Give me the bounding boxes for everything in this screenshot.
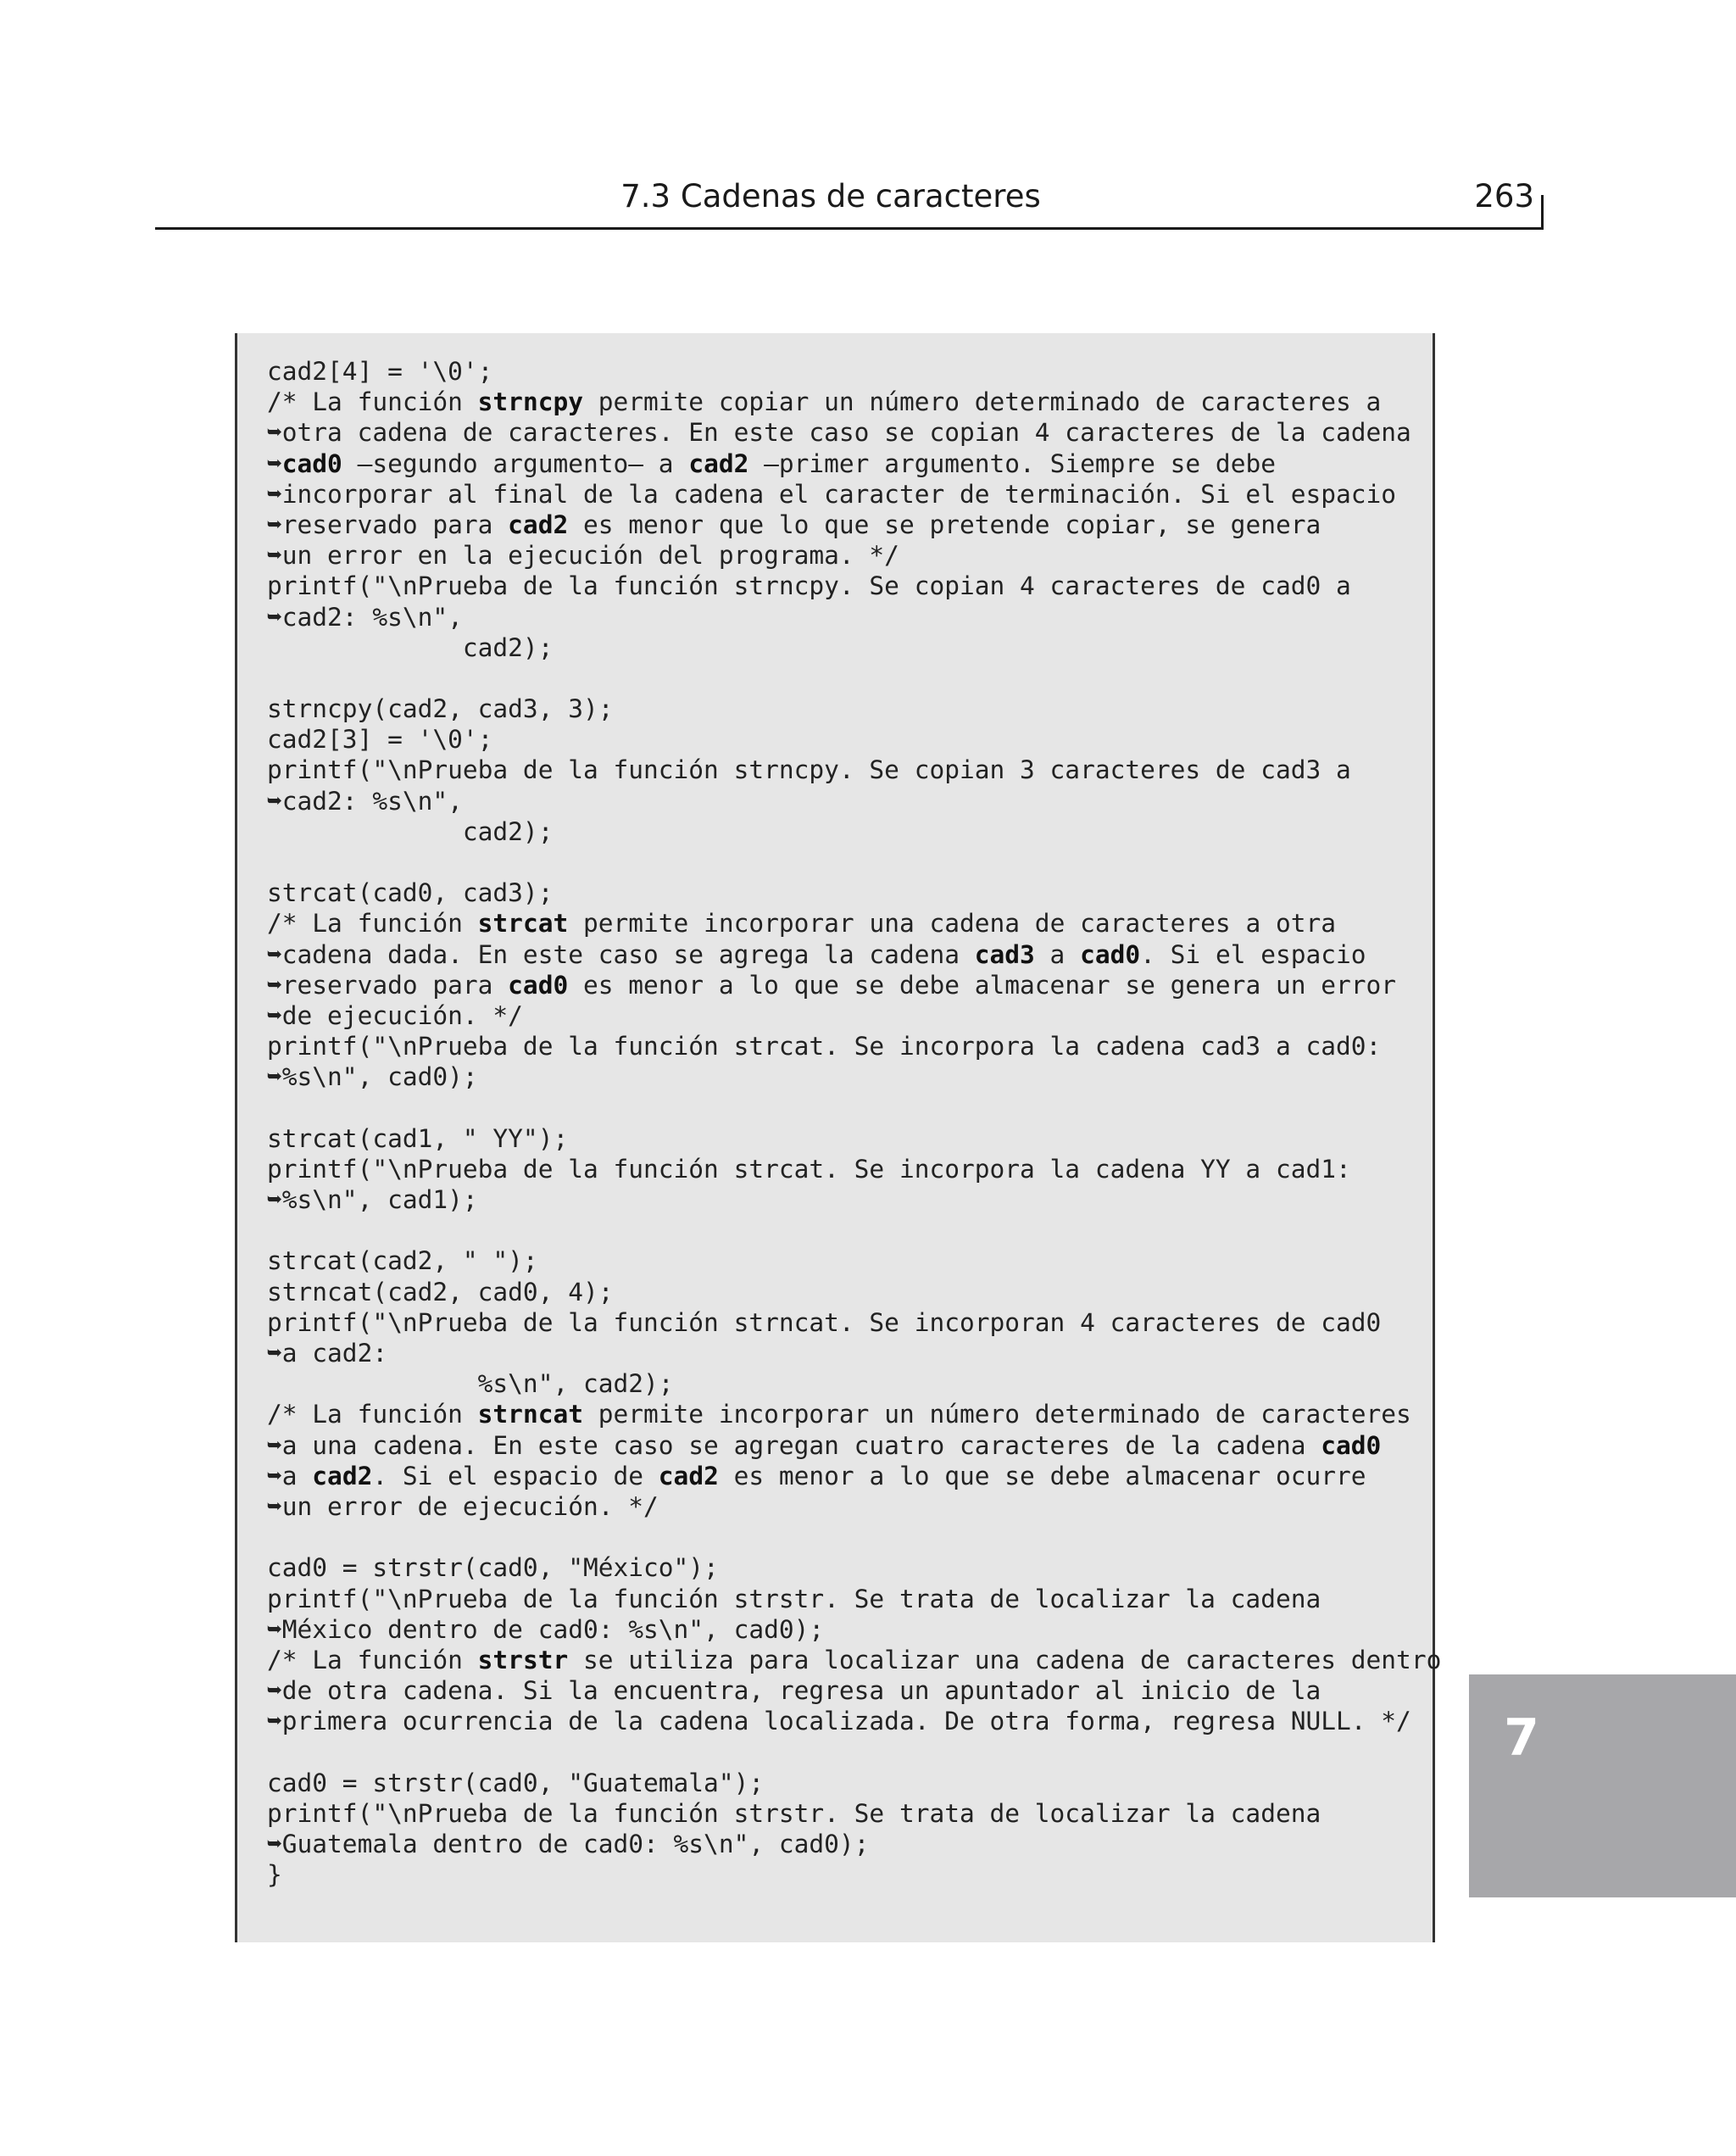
code-text: printf("\nPrueba de la función strncpy. Se copian 4 caracteres de cad0 a xyxy=(267,571,1351,601)
code-line xyxy=(267,694,1428,724)
code-text: ➥otra cadena de caracteres. En este caso se copian 4 caracteres de la cadena xyxy=(267,418,1411,448)
code-text: ➥incorporar al final de la cadena el caracter de terminación. Si el espacio xyxy=(267,479,1397,509)
code-line xyxy=(267,448,1428,479)
code-line xyxy=(267,755,1428,785)
code-keyword: cad2 xyxy=(688,448,749,478)
code-line xyxy=(267,1061,1428,1092)
code-line xyxy=(267,1245,1428,1276)
code-keyword: cad3 xyxy=(974,939,1035,969)
code-line xyxy=(267,1368,1428,1399)
code-text: printf("\nPrueba de la función strstr. Se trata de localizar la cadena xyxy=(267,1584,1321,1613)
code-keyword: cad2 xyxy=(658,1461,719,1490)
code-line xyxy=(267,1552,1428,1583)
code-line xyxy=(267,632,1428,663)
code-text: ➥reservado para xyxy=(267,970,509,1000)
code-line xyxy=(267,1614,1428,1645)
code-keyword: cad0 xyxy=(1080,939,1141,969)
code-line xyxy=(267,1798,1428,1829)
code-text: printf("\nPrueba de la función strncat. Se incorporan 4 caracteres de cad0 xyxy=(267,1307,1382,1337)
code-text: ➥reservado para xyxy=(267,510,509,539)
code-text: /* La función xyxy=(267,387,478,417)
code-line xyxy=(267,1307,1428,1338)
code-keyword: cad0 xyxy=(281,448,342,478)
code-text: cad2[3] = '\0'; xyxy=(267,725,493,755)
header-tick xyxy=(1541,195,1544,230)
code-text: . Si el espacio de xyxy=(372,1461,659,1490)
code-line xyxy=(267,1000,1428,1031)
code-line xyxy=(267,1215,1428,1245)
code-keyword: cad2 xyxy=(508,510,569,539)
code-text: /* La función xyxy=(267,1400,478,1429)
code-line xyxy=(267,908,1428,939)
code-text: cad0 = strstr(cad0, "México"); xyxy=(267,1553,719,1583)
code-line xyxy=(267,387,1428,417)
code-text: es menor que lo que se pretende copiar, se genera xyxy=(568,510,1321,539)
code-line xyxy=(267,816,1428,847)
code-text: ➥un error de ejecución. */ xyxy=(267,1491,659,1521)
code-text: ➥%s\n", cad0); xyxy=(267,1062,478,1092)
chapter-number: 7 xyxy=(1504,1708,1539,1768)
code-text: printf("\nPrueba de la función strncpy. Se copian 3 caracteres de cad3 a xyxy=(267,755,1351,785)
page-number: 263 xyxy=(1474,178,1534,214)
code-line xyxy=(267,1675,1428,1706)
code-text: printf("\nPrueba de la función strstr. Se trata de localizar la cadena xyxy=(267,1798,1321,1828)
code-keyword: cad0 xyxy=(1321,1430,1382,1460)
code-text: permite incorporar un número determinado de caracteres xyxy=(582,1400,1411,1429)
code-line xyxy=(267,1093,1428,1123)
code-text: permite incorporar una cadena de caracteres a otra xyxy=(568,909,1337,939)
code-text: cad2); xyxy=(267,816,554,846)
code-text: ➥primera ocurrencia de la cadena localizada. De otra forma, regresa NULL. */ xyxy=(267,1707,1411,1736)
code-text: ➥a una cadena. En este caso se agregan cuatro caracteres de la cadena xyxy=(267,1430,1321,1460)
code-line xyxy=(267,540,1428,571)
code-line xyxy=(267,356,1428,387)
code-line xyxy=(267,1768,1428,1798)
code-text: /* La función xyxy=(267,1645,478,1674)
code-text: cad2[4] = '\0'; xyxy=(267,357,493,386)
code-line xyxy=(267,1154,1428,1184)
code-keyword: strncat xyxy=(477,1400,583,1429)
code-text: strncat(cad2, cad0, 4); xyxy=(267,1277,614,1306)
code-listing xyxy=(267,356,1442,1890)
code-line xyxy=(267,1123,1428,1154)
code-line xyxy=(267,1645,1442,1675)
code-text: ➥México dentro de cad0: %s\n", cad0); xyxy=(267,1614,825,1644)
code-text: ➥a cad2: xyxy=(267,1339,388,1368)
code-line xyxy=(267,1031,1428,1061)
code-text: ➥a xyxy=(267,1461,313,1490)
header-rule xyxy=(155,227,1543,230)
code-text: strcat(cad0, cad3); xyxy=(267,878,554,908)
code-line xyxy=(267,1584,1428,1614)
code-line xyxy=(267,479,1428,510)
code-text: cad2); xyxy=(267,632,554,662)
code-line xyxy=(267,1859,1428,1890)
code-text: se utiliza para localizar una cadena de caracteres dentro xyxy=(568,1645,1442,1674)
code-text: printf("\nPrueba de la función strcat. Se incorpora la cadena cad3 a cad0: xyxy=(267,1032,1382,1061)
code-text: a xyxy=(1034,939,1081,969)
code-text: ➥ xyxy=(267,448,282,478)
code-text: ➥Guatemala dentro de cad0: %s\n", cad0); xyxy=(267,1830,870,1858)
code-line xyxy=(267,1338,1428,1368)
code-text: ➥un error en la ejecución del programa. */ xyxy=(267,541,899,571)
code-line xyxy=(267,663,1428,694)
code-line xyxy=(267,602,1428,632)
code-line xyxy=(267,1829,1428,1859)
code-text: —primer argumento. Siempre se debe xyxy=(748,448,1276,478)
code-text: ➥%s\n", cad1); xyxy=(267,1185,478,1215)
code-line xyxy=(267,1522,1428,1552)
code-line xyxy=(267,1277,1428,1307)
code-line xyxy=(267,510,1428,540)
code-text: es menor a lo que se debe almacenar ocurre xyxy=(718,1461,1366,1490)
code-line xyxy=(267,1491,1428,1522)
code-text: . Si el espacio xyxy=(1140,939,1366,969)
code-keyword: strncpy xyxy=(477,387,583,417)
code-text: ➥cadena dada. En este caso se agrega la cadena xyxy=(267,939,975,969)
code-line xyxy=(267,1706,1428,1736)
code-text: strncpy(cad2, cad3, 3); xyxy=(267,694,614,724)
code-text: strcat(cad2, " "); xyxy=(267,1246,538,1276)
code-text: strcat(cad1, " YY"); xyxy=(267,1123,569,1153)
code-text: %s\n", cad2); xyxy=(267,1369,674,1399)
code-text: permite copiar un número determinado de caracteres a xyxy=(582,387,1382,417)
code-line xyxy=(267,970,1428,1000)
code-line xyxy=(267,1399,1428,1429)
code-text: ➥cad2: %s\n", xyxy=(267,602,463,632)
code-text: ➥cad2: %s\n", xyxy=(267,786,463,816)
code-text: cad0 = strstr(cad0, "Guatemala"); xyxy=(267,1768,765,1797)
code-text: ➥de otra cadena. Si la encuentra, regresa un apuntador al inicio de la xyxy=(267,1676,1321,1706)
code-line xyxy=(267,1184,1428,1215)
code-line xyxy=(267,1736,1428,1767)
code-line xyxy=(267,724,1428,755)
code-keyword: strstr xyxy=(477,1645,569,1674)
code-keyword: cad0 xyxy=(508,970,569,1000)
code-line xyxy=(267,847,1428,877)
code-text: es menor a lo que se debe almacenar se genera un error xyxy=(568,970,1397,1000)
code-text: /* La función xyxy=(267,909,478,939)
code-line xyxy=(267,571,1428,601)
code-keyword: strcat xyxy=(477,909,569,939)
code-text: —segundo argumento— a xyxy=(342,448,689,478)
code-line xyxy=(267,877,1428,908)
code-text: printf("\nPrueba de la función strcat. Se incorpora la cadena YY a cad1: xyxy=(267,1154,1351,1184)
running-header-title: 7.3 Cadenas de caracteres xyxy=(620,178,1041,214)
code-text: ➥de ejecución. */ xyxy=(267,1000,523,1030)
code-line xyxy=(267,939,1428,970)
code-line xyxy=(267,786,1428,816)
code-line xyxy=(267,1461,1428,1491)
code-text: } xyxy=(267,1860,282,1890)
code-keyword: cad2 xyxy=(312,1461,373,1490)
code-line xyxy=(267,1430,1428,1461)
code-line xyxy=(267,417,1428,448)
